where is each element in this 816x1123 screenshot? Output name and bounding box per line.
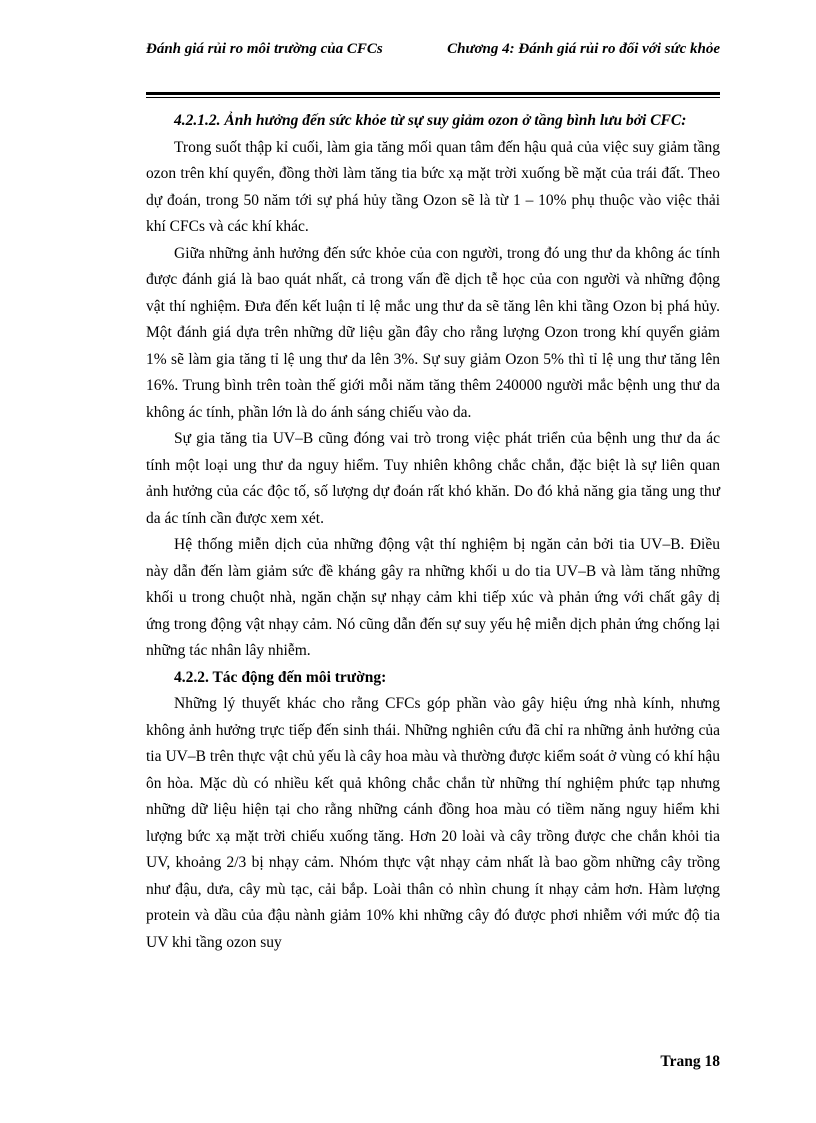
body-paragraph-4: Hệ thống miễn dịch của những động vật thí nghiệm bị ngăn cản bởi tia UV–B. Điều này dẫn đến làm giảm sức đề kháng gây ra những khối u do tia UV–B và làm tăng những khối u trong chuột nhà, ngăn chặn sự nhạy cảm khi tiếp xúc và phản ứng với chất gây dị ứng trong động vật nhạy cảm. Nó cũng dẫn đến sự suy yếu hệ miễn dịch phản ứng chống lại những tác nhân lây nhiễm. [146,536,720,659]
section-heading: 4.2.2. Tác động đến môi trường: [174,668,387,686]
subsection-heading: 4.2.1.2. Ảnh hưởng đến sức khỏe từ sự suy giảm ozon ở tầng bình lưu bởi CFC: [174,112,687,129]
header-divider-thick [146,92,720,95]
section-paragraph-1: Những lý thuyết khác cho rằng CFCs góp phần vào gây hiệu ứng nhà kính, nhưng không ảnh hưởng trực tiếp đến sinh thái. Những nghiên cứu đã chỉ ra những ảnh hưởng của tia UV–B trên thực vật chủ yếu là cây hoa màu và thường được kiểm soát ở vùng có khí hậu ôn hòa. Mặc dù có nhiều kết quả không chắc chắn từ những thí nghiệm phức tạp nhưng những dữ liệu hiện tại cho rằng những cánh đồng hoa màu có tiềm năng nguy hiểm khi lượng bức xạ mặt trời chiếu xuống tăng. Hơn 20 loài và cây trồng được che chắn khỏi tia UV, khoảng 2/3 bị nhạy cảm. Nhóm thực vật nhạy cảm nhất là bao gồm những cây trồng như đậu, dưa, cây mù tạc, cải bắp. Loài thân cỏ nhìn chung ít nhạy cảm hơn. Hàm lượng protein và dầu của đậu nành giảm 10% khi những cây đó được phơi nhiễm với mức độ tia UV khi tầng ozon suy [146,695,720,951]
body-paragraph-3: Sự gia tăng tia UV–B cũng đóng vai trò trong việc phát triển của bệnh ung thư da ác tính một loại ung thư da nguy hiểm. Tuy nhiên không chắc chắn, đặc biệt là sự liên quan ảnh hưởng của các độc tố, số lượng dự đoán rất khó khăn. Do đó khả năng gia tăng ung thư da ác tính cần được xem xét. [146,430,720,527]
body-paragraph-2: Giữa những ảnh hưởng đến sức khỏe của con người, trong đó ung thư da không ác tính được đánh giá là bao quát nhất, cả trong vấn đề dịch tễ học của con người và những động vật thí nghiệm. Đưa đến kết luận tỉ lệ mắc ung thư da sẽ tăng lên khi tầng Ozon bị phá hủy. Một đánh giá dựa trên những dữ liệu gần đây cho rằng lượng Ozon trong khí quyển giảm 1% sẽ làm gia tăng tỉ lệ ung thư da lên 3%. Sự suy giảm Ozon 5% thì tỉ lệ ung thư tăng lên 16%. Trung bình trên toàn thế giới mỗi năm tăng thêm 240000 người mắc bệnh ung thư da không ác tính, phần lớn là do ánh sáng chiếu vào da. [146,244,720,421]
header-document-title: Đánh giá rủi ro môi trường của CFCs [146,41,383,57]
header-divider-thin [146,97,720,98]
body-paragraph-1: Trong suốt thập kỉ cuối, làm gia tăng mối quan tâm đến hậu quả của việc suy giảm tầng ozon trên khí quyển, đồng thời làm tăng tia bức xạ mặt trời xuống bề mặt của trái đất. Theo dự đoán, trong 50 năm tới sự phá hủy tầng Ozon sẽ là từ 1 – 10% phụ thuộc vào việc thải khí CFCs và các khí khác. [146,138,720,235]
page-number: Trang 18 [660,1053,720,1070]
page-body [146,108,720,956]
header-chapter-title: Chương 4: Đánh giá rủi ro đối với sức khỏe [447,41,720,57]
